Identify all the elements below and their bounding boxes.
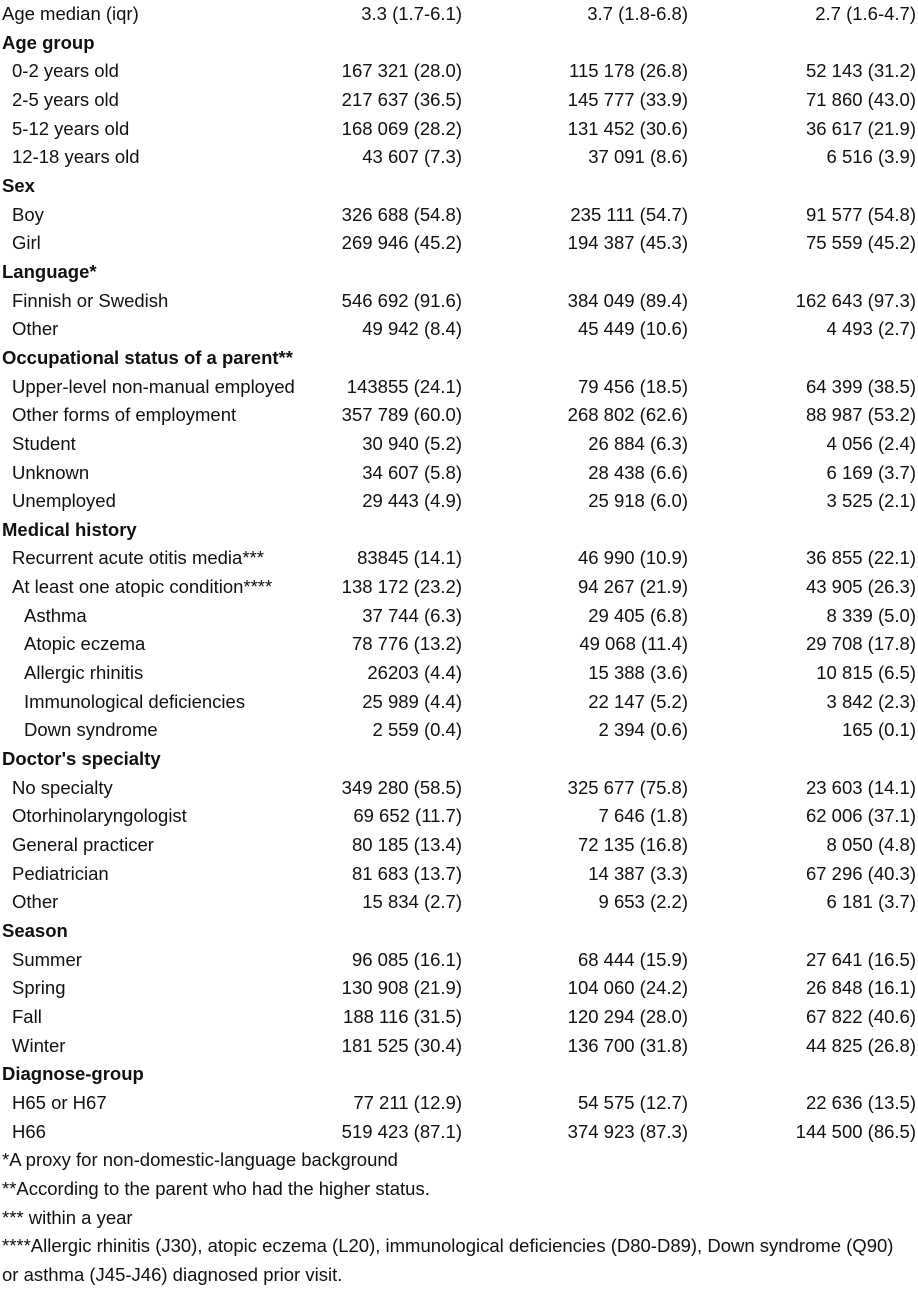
value-cell-col2: 136 700 (31.8)	[567, 1034, 688, 1056]
value-cell-col2: 374 923 (87.3)	[567, 1120, 688, 1142]
table-row	[0, 659, 918, 688]
table-row	[0, 544, 918, 573]
section-label: Medical history	[2, 518, 137, 540]
row-label: Unemployed	[12, 490, 116, 512]
value-cell-col1: 26203 (4.4)	[367, 662, 462, 684]
row-label: Other forms of employment	[12, 404, 237, 426]
row-label: Upper-level non-manual employed	[12, 375, 295, 397]
value-cell-col2: 14 387 (3.3)	[588, 862, 688, 884]
value-cell-col2: 46 990 (10.9)	[577, 547, 688, 569]
value-cell-col1: 77 211 (12.9)	[353, 1091, 462, 1113]
value-cell-col2: 9 653 (2.2)	[598, 891, 688, 913]
value-cell-col3	[688, 29, 918, 58]
value-cell-col3: 10 815 (6.5)	[816, 662, 916, 684]
footnote: *** within a year	[2, 1206, 133, 1228]
value-cell-col1: 269 946 (45.2)	[341, 232, 462, 254]
footnote: *A proxy for non-domestic-language background	[2, 1149, 398, 1171]
table-row	[0, 946, 918, 975]
value-cell-col3: 71 860 (43.0)	[805, 88, 916, 110]
value-cell-col2: 268 802 (62.6)	[567, 404, 688, 426]
value-cell-col2: 15 388 (3.6)	[588, 662, 688, 684]
value-cell-col3: 26 848 (16.1)	[805, 977, 916, 999]
value-cell-col2: 120 294 (28.0)	[567, 1005, 688, 1027]
value-cell-col3: 3 525 (2.1)	[826, 490, 916, 512]
value-cell-col2: 22 147 (5.2)	[588, 690, 688, 712]
value-cell-col1: 37 744 (6.3)	[362, 604, 462, 626]
value-cell-col1: 78 776 (13.2)	[351, 633, 462, 655]
value-cell-col3: 36 855 (22.1)	[805, 547, 916, 569]
value-cell-col3: 36 617 (21.9)	[805, 117, 916, 139]
value-cell-col3: 22 636 (13.5)	[805, 1091, 916, 1113]
row-label: Asthma	[24, 604, 87, 626]
row-label: Down syndrome	[24, 719, 158, 741]
value-cell-col1: 357 789 (60.0)	[341, 404, 462, 426]
value-cell-col2: 28 438 (6.6)	[588, 461, 688, 483]
value-cell-col1	[316, 1060, 462, 1089]
value-cell-col3	[688, 172, 918, 201]
value-cell-col2: 145 777 (33.9)	[567, 88, 688, 110]
value-cell-col2	[462, 917, 688, 946]
row-label: Winter	[12, 1034, 66, 1056]
row-label: Atopic eczema	[24, 633, 146, 655]
row-label: 5-12 years old	[12, 117, 130, 139]
row-label: Fall	[12, 1005, 42, 1027]
row-label: At least one atopic condition****	[12, 576, 273, 598]
row-label: No specialty	[12, 776, 113, 798]
table-row	[0, 86, 918, 115]
value-cell-col3: 62 006 (37.1)	[805, 805, 916, 827]
table-row	[0, 57, 918, 86]
value-cell-col1: 96 085 (16.1)	[351, 948, 462, 970]
value-cell-col3: 44 825 (26.8)	[805, 1034, 916, 1056]
value-cell-col3: 162 643 (97.3)	[795, 289, 916, 311]
value-cell-col3: 27 641 (16.5)	[805, 948, 916, 970]
row-label: 12-18 years old	[12, 146, 140, 168]
value-cell-col2: 115 178 (26.8)	[569, 60, 688, 82]
value-cell-col2	[462, 172, 688, 201]
value-cell-col2: 72 135 (16.8)	[577, 834, 688, 856]
row-label: Finnish or Swedish	[12, 289, 169, 311]
value-cell-col1: 349 280 (58.5)	[341, 776, 462, 798]
row-label: Other	[12, 891, 59, 913]
value-cell-col1	[316, 917, 462, 946]
value-cell-col2: 384 049 (89.4)	[567, 289, 688, 311]
row-label: Other	[12, 318, 59, 340]
section-header-row	[0, 516, 918, 545]
value-cell-col3: 43 905 (26.3)	[805, 576, 916, 598]
value-cell-col3	[688, 258, 918, 287]
row-label: Spring	[12, 977, 66, 999]
row-label: General practicer	[12, 834, 154, 856]
value-cell-col2: 104 060 (24.2)	[567, 977, 688, 999]
section-header-row	[0, 258, 918, 287]
value-cell-col2	[462, 29, 688, 58]
table-row	[0, 287, 918, 316]
row-label: Immunological deficiencies	[24, 690, 246, 712]
value-cell-col1: 143855 (24.1)	[346, 375, 462, 397]
table-row	[0, 688, 918, 717]
value-cell-col2: 235 111 (54.7)	[570, 203, 688, 225]
section-label: Doctor's specialty	[2, 748, 161, 770]
value-cell-col3: 88 987 (53.2)	[805, 404, 916, 426]
table-row	[0, 430, 918, 459]
section-header-row	[0, 172, 918, 201]
value-cell-col3: 67 296 (40.3)	[805, 862, 916, 884]
value-cell-col1: 83845 (14.1)	[357, 547, 462, 569]
table-row	[0, 1032, 918, 1061]
value-cell-col3: 52 143 (31.2)	[805, 60, 916, 82]
value-cell-col1: 2 559 (0.4)	[372, 719, 462, 741]
value-cell-col1: 15 834 (2.7)	[362, 891, 462, 913]
value-cell-col1: 3.3 (1.7-6.1)	[361, 3, 462, 24]
row-label: Otorhinolaryngologist	[12, 805, 187, 827]
row-label: Pediatrician	[12, 862, 109, 884]
table-row	[0, 974, 918, 1003]
table-row	[0, 1089, 918, 1118]
value-cell-col1: 43 607 (7.3)	[362, 146, 462, 168]
section-label: Sex	[2, 174, 35, 196]
value-cell-col2: 131 452 (30.6)	[567, 117, 688, 139]
table-row	[0, 630, 918, 659]
value-cell-col2	[462, 516, 688, 545]
section-label: Diagnose-group	[2, 1063, 144, 1085]
table-row	[0, 831, 918, 860]
value-cell-col1: 168 069 (28.2)	[341, 117, 462, 139]
footnote: **According to the parent who had the higher status.	[2, 1177, 430, 1199]
table-row	[0, 143, 918, 172]
table-row	[0, 487, 918, 516]
value-cell-col3: 4 056 (2.4)	[826, 432, 916, 454]
value-cell-col3: 75 559 (45.2)	[805, 232, 916, 254]
table-row	[0, 716, 918, 745]
value-cell-col1: 167 321 (28.0)	[341, 60, 462, 82]
row-label: Allergic rhinitis	[24, 662, 144, 684]
value-cell-col2	[462, 745, 688, 774]
table-row	[0, 888, 918, 917]
row-label: Boy	[12, 203, 44, 225]
row-label: 0-2 years old	[12, 60, 119, 82]
section-header-row	[0, 29, 918, 58]
value-cell-col3: 67 822 (40.6)	[805, 1005, 916, 1027]
value-cell-col1: 29 443 (4.9)	[362, 490, 462, 512]
value-cell-col3	[688, 344, 918, 373]
value-cell-col3: 3 842 (2.3)	[826, 690, 916, 712]
value-cell-col3: 64 399 (38.5)	[805, 375, 916, 397]
value-cell-col2: 68 444 (15.9)	[577, 948, 688, 970]
value-cell-col1: 81 683 (13.7)	[351, 862, 462, 884]
table-row	[0, 459, 918, 488]
value-cell-col2: 37 091 (8.6)	[588, 146, 688, 168]
section-header-row	[0, 917, 918, 946]
table-row	[0, 0, 918, 29]
value-cell-col3: 8 050 (4.8)	[826, 834, 916, 856]
table-row	[0, 229, 918, 258]
value-cell-col3: 165 (0.1)	[841, 719, 916, 741]
value-cell-col3	[688, 1060, 918, 1089]
value-cell-col1: 34 607 (5.8)	[362, 461, 462, 483]
section-label: Season	[2, 920, 68, 941]
value-cell-col1: 326 688 (54.8)	[341, 203, 462, 225]
value-cell-col1: 69 652 (11.7)	[353, 805, 462, 827]
value-cell-col1	[316, 258, 462, 287]
table-row	[0, 1118, 918, 1147]
value-cell-col1: 188 116 (31.5)	[343, 1005, 462, 1027]
value-cell-col2: 3.7 (1.8-6.8)	[587, 3, 688, 24]
table-row	[0, 573, 918, 602]
value-cell-col2: 25 918 (6.0)	[588, 490, 688, 512]
value-cell-col1	[316, 29, 462, 58]
row-label: Unknown	[12, 461, 90, 483]
value-cell-col2: 2 394 (0.6)	[598, 719, 688, 741]
value-cell-col1: 25 989 (4.4)	[362, 690, 462, 712]
value-cell-col3: 6 181 (3.7)	[826, 891, 916, 913]
row-label: H66	[12, 1120, 46, 1142]
table-row	[0, 315, 918, 344]
value-cell-col2	[462, 344, 688, 373]
value-cell-col2: 54 575 (12.7)	[577, 1091, 688, 1113]
value-cell-col2: 45 449 (10.6)	[577, 318, 688, 340]
value-cell-col3	[688, 917, 918, 946]
row-label: Age median (iqr)	[2, 3, 139, 24]
row-label: Recurrent acute otitis media***	[12, 547, 264, 569]
value-cell-col1: 519 423 (87.1)	[341, 1120, 462, 1142]
value-cell-col3: 29 708 (17.8)	[805, 633, 916, 655]
row-label: Student	[12, 432, 76, 454]
value-cell-col3: 2.7 (1.6-4.7)	[815, 3, 916, 24]
table-row	[0, 774, 918, 803]
table-row	[0, 373, 918, 402]
value-cell-col2: 49 068 (11.4)	[579, 633, 688, 655]
value-cell-col2: 26 884 (6.3)	[588, 432, 688, 454]
value-cell-col2: 194 387 (45.3)	[567, 232, 688, 254]
value-cell-col3: 144 500 (86.5)	[795, 1120, 916, 1142]
value-cell-col1: 217 637 (36.5)	[341, 88, 462, 110]
value-cell-col2: 325 677 (75.8)	[567, 776, 688, 798]
row-label: Girl	[12, 232, 41, 254]
value-cell-col3: 8 339 (5.0)	[826, 604, 916, 626]
value-cell-col3: 4 493 (2.7)	[826, 318, 916, 340]
value-cell-col2: 29 405 (6.8)	[588, 604, 688, 626]
value-cell-col2: 7 646 (1.8)	[598, 805, 688, 827]
value-cell-col1	[316, 172, 462, 201]
value-cell-col1: 181 525 (30.4)	[341, 1034, 462, 1056]
table-row	[0, 1003, 918, 1032]
footnote: ****Allergic rhinitis (J30), atopic eczema (L20), immunological deficiencies (D80-D89), Down syndrome (Q90) or asthma (J45-J46) diagnosed prior visit.	[2, 1235, 894, 1285]
value-cell-col2	[462, 258, 688, 287]
row-label: 2-5 years old	[12, 88, 119, 110]
value-cell-col3: 6 169 (3.7)	[826, 461, 916, 483]
table-row	[0, 602, 918, 631]
table-row	[0, 201, 918, 230]
table-row	[0, 401, 918, 430]
value-cell-col1: 30 940 (5.2)	[362, 432, 462, 454]
value-cell-col3	[688, 516, 918, 545]
section-header-row	[0, 344, 918, 373]
value-cell-col1	[316, 745, 462, 774]
footnotes	[0, 1146, 918, 1289]
value-cell-col3: 6 516 (3.9)	[826, 146, 916, 168]
section-label: Age group	[2, 31, 95, 53]
section-label: Occupational status of a parent**	[2, 346, 293, 368]
section-header-row	[0, 745, 918, 774]
value-cell-col1: 49 942 (8.4)	[362, 318, 462, 340]
value-cell-col1: 138 172 (23.2)	[341, 576, 462, 598]
value-cell-col1	[316, 516, 462, 545]
row-label: H65 or H67	[12, 1091, 107, 1113]
table-row	[0, 115, 918, 144]
value-cell-col3: 91 577 (54.8)	[805, 203, 916, 225]
table-row	[0, 860, 918, 889]
value-cell-col3	[688, 745, 918, 774]
value-cell-col1	[316, 344, 462, 373]
value-cell-col2	[462, 1060, 688, 1089]
value-cell-col2: 79 456 (18.5)	[577, 375, 688, 397]
value-cell-col1: 80 185 (13.4)	[351, 834, 462, 856]
value-cell-col1: 546 692 (91.6)	[341, 289, 462, 311]
row-label: Summer	[12, 948, 82, 970]
table-row	[0, 802, 918, 831]
section-label: Language*	[2, 260, 97, 282]
value-cell-col2: 94 267 (21.9)	[577, 576, 688, 598]
value-cell-col1: 130 908 (21.9)	[341, 977, 462, 999]
section-header-row	[0, 1060, 918, 1089]
value-cell-col3: 23 603 (14.1)	[805, 776, 916, 798]
